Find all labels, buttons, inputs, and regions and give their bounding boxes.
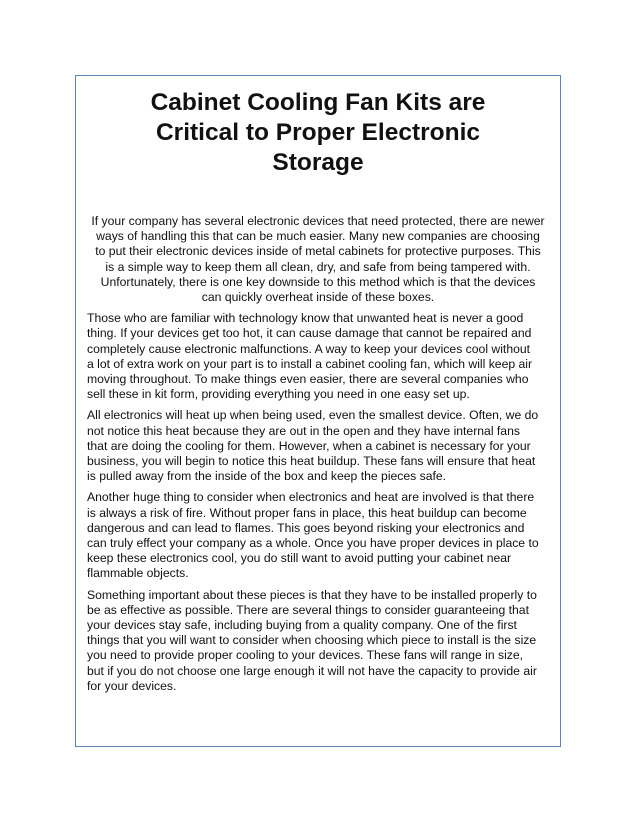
- text-line: moving throughout. To make things even easier, there are several companies who: [87, 372, 529, 387]
- text-line: All electronics will heat up when being used, even the smallest device. Often, we do: [87, 408, 539, 423]
- text-line: Another huge thing to consider when electronics and heat are involved is that there: [87, 490, 535, 505]
- text-line: is always a risk of fire. Without proper fans in place, this heat buildup can become: [87, 505, 527, 520]
- text-line: be as effective as possible. There are several things to consider guaranteeing that: [87, 602, 529, 617]
- text-line: your devices stay safe, including buying from a quality company. One of the first: [87, 618, 517, 633]
- document-body: [87, 214, 549, 700]
- title-line: Critical to Proper Electronic: [155, 119, 481, 146]
- text-line: not notice this heat because they are out in the open and they have internal fans: [87, 423, 520, 438]
- text-line: is pulled away from the inside of the box and keep the pieces safe.: [87, 469, 447, 484]
- text-line: a lot of extra work on your part is to install a cabinet cooling fan, which will keep air: [87, 356, 533, 371]
- text-line: you need to provide proper cooling to your devices. These fans will range in size,: [87, 648, 524, 663]
- text-line: to put their electronic devices inside of metal cabinets for protective purposes. This: [95, 244, 541, 259]
- text-line: Something important about these pieces is that they have to be installed properly to: [87, 587, 537, 602]
- text-line: dangerous and can lead to flames. This goes beyond risking your electronics and: [87, 520, 525, 535]
- text-line: things that you will want to consider when choosing which piece to install is the size: [87, 633, 537, 648]
- text-line: business, you will begin to notice this heat buildup. These fans will ensure that heat: [87, 454, 536, 469]
- text-line: keep these electronics cool, you do still want to avoid putting your cabinet near: [87, 551, 512, 566]
- text-line: is a simple way to keep them all clean, dry, and safe from being tampered with.: [105, 259, 531, 274]
- text-line: that are doing the cooling for them. However, when a cabinet is necessary for your: [87, 438, 531, 453]
- text-line: Those who are familiar with technology know that unwanted heat is never a good: [87, 311, 524, 326]
- title-line: Storage: [272, 149, 364, 176]
- text-line: thing. If your devices get too hot, it can cause damage that cannot be repaired and: [87, 326, 532, 341]
- text-line: ways of handling this that can be much easier. Many new companies are choosing: [96, 229, 540, 244]
- text-line: can truly effect your company as a whole. Once you have proper devices in place to: [87, 536, 539, 551]
- text-line: can quickly overheat inside of these boxes.: [201, 290, 435, 305]
- text-line: completely cause electronic malfunctions. A way to keep your devices cool without: [87, 341, 531, 356]
- text-line: If your company has several electronic devices that need protected, there are newer: [91, 214, 545, 228]
- text-line: Unfortunately, there is one key downside to this method which is that the devices: [100, 274, 536, 289]
- intro-paragraph: [87, 214, 549, 305]
- body-paragraph: [87, 588, 549, 694]
- body-paragraph: [87, 311, 549, 402]
- text-line: for your devices.: [87, 678, 177, 693]
- document-title: [82, 88, 554, 178]
- text-line: sell these in kit form, providing everything you need in one easy set up.: [87, 387, 470, 402]
- body-paragraph: [87, 490, 549, 581]
- text-line: flammable objects.: [87, 566, 189, 581]
- text-line: but if you do not choose one large enough it will not have the capacity to provide air: [87, 663, 537, 678]
- title-line: Cabinet Cooling Fan Kits are: [150, 89, 486, 116]
- body-paragraph: [87, 408, 549, 484]
